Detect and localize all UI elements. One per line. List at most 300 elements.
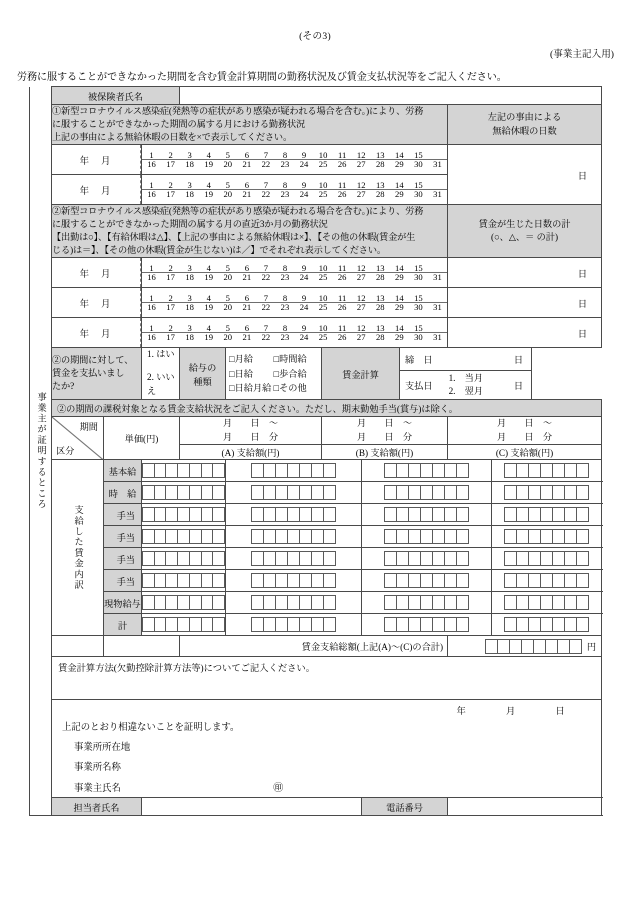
day-cell[interactable]: 16 <box>147 272 156 283</box>
digit-box[interactable] <box>323 617 336 632</box>
day-cell[interactable]: 12 <box>356 149 366 160</box>
section2-paid-days-value-2[interactable] <box>448 288 602 318</box>
amount-b-cell[interactable] <box>362 526 492 548</box>
day-cell[interactable]: 31 <box>433 302 442 313</box>
day-cell[interactable]: 9 <box>301 262 307 273</box>
payday-option-this-month[interactable]: 1. 当月 <box>448 373 484 384</box>
day-cell[interactable]: 17 <box>166 189 175 200</box>
day-cell[interactable]: 13 <box>375 149 385 160</box>
day-cell[interactable]: 20 <box>223 272 233 283</box>
amount-a-cell[interactable] <box>226 570 362 592</box>
digit-box[interactable] <box>456 573 469 588</box>
day-cell[interactable]: 8 <box>282 262 288 273</box>
day-cell[interactable]: 18 <box>185 302 194 313</box>
day-cell[interactable]: 20 <box>223 302 233 313</box>
day-cell[interactable]: 25 <box>318 272 328 283</box>
day-cell[interactable]: 6 <box>244 179 249 190</box>
day-cell[interactable]: 3 <box>187 149 192 160</box>
digit-box[interactable] <box>576 529 589 544</box>
unit-price-cell[interactable] <box>142 504 226 526</box>
amount-a-boxes[interactable] <box>226 461 361 480</box>
day-cell[interactable]: 19 <box>204 189 214 200</box>
day-cell[interactable]: 24 <box>299 272 309 283</box>
amount-a-boxes[interactable] <box>226 505 361 524</box>
day-cell[interactable]: 12 <box>356 179 366 190</box>
digit-box[interactable] <box>569 639 582 654</box>
amount-b-boxes[interactable] <box>362 615 491 634</box>
digit-box[interactable] <box>323 507 336 522</box>
unit-price-boxes[interactable] <box>142 615 225 634</box>
digit-box[interactable] <box>456 595 469 610</box>
day-cell[interactable]: 21 <box>242 189 252 200</box>
day-cell[interactable]: 7 <box>263 149 269 160</box>
day-cell[interactable]: 2 <box>168 322 173 333</box>
day-cell[interactable]: 31 <box>433 272 442 283</box>
day-cell[interactable]: 13 <box>375 262 385 273</box>
digit-box[interactable] <box>576 595 589 610</box>
day-cell[interactable]: 21 <box>242 302 252 313</box>
day-cell[interactable]: 29 <box>395 272 404 283</box>
unit-price-cell[interactable] <box>142 460 226 482</box>
day-cell[interactable]: 30 <box>414 332 423 343</box>
day-cell[interactable]: 26 <box>337 272 347 283</box>
day-cell[interactable]: 14 <box>395 149 404 160</box>
day-cell[interactable]: 1 <box>149 262 154 273</box>
day-cell[interactable]: 16 <box>147 189 156 200</box>
day-cell[interactable]: 8 <box>282 149 288 160</box>
day-cell[interactable]: 11 <box>338 262 347 273</box>
day-cell[interactable]: 16 <box>147 302 156 313</box>
day-cell[interactable]: 13 <box>375 322 385 333</box>
section2-row2-days[interactable] <box>142 288 448 318</box>
pay-question-options[interactable] <box>142 348 180 399</box>
day-cell[interactable]: 22 <box>261 159 271 170</box>
amount-c-boxes[interactable] <box>492 461 601 480</box>
day-cell[interactable]: 4 <box>206 322 211 333</box>
digit-box[interactable] <box>576 463 589 478</box>
amount-b-boxes[interactable] <box>362 593 491 612</box>
section2-row1-days[interactable] <box>142 258 448 288</box>
office-address-field[interactable] <box>52 739 601 753</box>
unit-price-boxes[interactable] <box>142 461 225 480</box>
day-cell[interactable]: 27 <box>356 302 366 313</box>
amount-b-cell[interactable] <box>362 570 492 592</box>
digit-box[interactable] <box>212 573 225 588</box>
unit-price-boxes[interactable] <box>142 549 225 568</box>
day-cell[interactable]: 28 <box>375 159 385 170</box>
day-cell[interactable]: 6 <box>244 292 249 303</box>
wage-row-label: 手当 <box>104 526 142 548</box>
day-cell[interactable]: 6 <box>244 322 249 333</box>
amount-c-boxes[interactable] <box>492 527 601 546</box>
unit-price-cell[interactable] <box>142 482 226 504</box>
section1-row2-days[interactable] <box>142 175 448 205</box>
day-cell[interactable]: 24 <box>299 159 309 170</box>
day-cell[interactable]: 3 <box>187 322 192 333</box>
amount-a-cell[interactable] <box>226 460 362 482</box>
day-cell[interactable]: 16 <box>147 159 156 170</box>
payday-option-next-month[interactable]: 2. 翌月 <box>448 385 484 396</box>
digit-box[interactable] <box>456 617 469 632</box>
day-cell[interactable]: 13 <box>375 292 385 303</box>
day-cell[interactable]: 22 <box>261 302 271 313</box>
day-cell[interactable]: 11 <box>338 179 347 190</box>
digit-box[interactable] <box>456 463 469 478</box>
day-cell[interactable]: 17 <box>166 159 175 170</box>
day-cell[interactable]: 29 <box>395 302 404 313</box>
digit-box[interactable] <box>212 529 225 544</box>
certification-date[interactable] <box>52 703 601 717</box>
amount-b-boxes[interactable] <box>362 483 491 502</box>
section2-row1-yearmonth[interactable] <box>52 258 142 288</box>
digit-box[interactable] <box>323 463 336 478</box>
day-cell[interactable]: 7 <box>263 322 269 333</box>
day-cell[interactable]: 26 <box>337 332 347 343</box>
day-cell[interactable]: 5 <box>225 322 230 333</box>
day-cell[interactable]: 14 <box>395 179 404 190</box>
day-cell[interactable]: 2 <box>168 149 173 160</box>
unit-price-cell[interactable] <box>142 526 226 548</box>
amount-b-cell[interactable] <box>362 548 492 570</box>
digit-box[interactable] <box>323 529 336 544</box>
day-grid-lower[interactable] <box>142 190 447 199</box>
day-cell[interactable]: 13 <box>375 179 385 190</box>
amount-c-cell[interactable] <box>492 526 602 548</box>
day-cell[interactable]: 30 <box>414 159 423 170</box>
pay-option-yes[interactable]: 1. はい <box>147 349 175 360</box>
amount-b-boxes[interactable] <box>362 527 491 546</box>
amount-c-boxes[interactable] <box>492 593 601 612</box>
amount-a-cell[interactable] <box>226 614 362 636</box>
amount-c-cell[interactable] <box>492 482 602 504</box>
table-row <box>30 614 602 636</box>
day-cell[interactable]: 4 <box>206 179 211 190</box>
day-cell[interactable]: 8 <box>282 322 288 333</box>
unit-price-cell[interactable] <box>142 614 226 636</box>
checkbox-commission[interactable]: □歩合給 <box>273 368 307 379</box>
unit-price-cell[interactable] <box>142 548 226 570</box>
digit-box[interactable] <box>576 551 589 566</box>
day-grid-lower[interactable] <box>142 273 447 282</box>
amount-c-boxes[interactable] <box>492 549 601 568</box>
amount-a-cell[interactable] <box>226 482 362 504</box>
day-cell[interactable]: 1 <box>149 322 154 333</box>
day-cell[interactable]: 24 <box>299 332 309 343</box>
amount-b-boxes[interactable] <box>362 571 491 590</box>
checkbox-other[interactable]: □その他 <box>273 382 307 393</box>
day-cell[interactable]: 1 <box>149 179 154 190</box>
day-cell[interactable]: 8 <box>282 179 288 190</box>
day-cell[interactable]: 8 <box>282 292 288 303</box>
digit-box[interactable] <box>456 485 469 500</box>
amount-a-cell[interactable] <box>226 526 362 548</box>
digit-box[interactable] <box>323 595 336 610</box>
day-cell[interactable]: 15 <box>414 149 423 160</box>
day-cell[interactable]: 29 <box>395 332 404 343</box>
insured-name-value[interactable] <box>180 87 602 105</box>
day-cell[interactable]: 17 <box>166 272 175 283</box>
unit-price-boxes[interactable] <box>142 571 225 590</box>
day-cell[interactable]: 19 <box>204 302 214 313</box>
payday-cell[interactable] <box>400 370 532 399</box>
day-cell[interactable]: 14 <box>395 292 404 303</box>
unit-price-cell[interactable] <box>142 592 226 614</box>
section1-row2-yearmonth[interactable] <box>52 175 142 205</box>
day-cell[interactable]: 22 <box>261 332 271 343</box>
day-cell[interactable]: 26 <box>337 159 347 170</box>
unit-price-boxes[interactable] <box>142 527 225 546</box>
amount-a-boxes[interactable] <box>226 527 361 546</box>
section2-paid-days-value-1[interactable] <box>448 258 602 288</box>
day-cell[interactable]: 25 <box>318 189 328 200</box>
day-cell[interactable]: 25 <box>318 302 328 313</box>
unit-price-boxes[interactable] <box>142 593 225 612</box>
digit-box[interactable] <box>576 617 589 632</box>
day-cell[interactable]: 10 <box>318 322 328 333</box>
amount-b-boxes[interactable] <box>362 461 491 480</box>
section1-unpaid-days-value[interactable] <box>448 145 602 205</box>
day-cell[interactable]: 21 <box>242 159 252 170</box>
digit-box[interactable] <box>212 463 225 478</box>
day-cell[interactable]: 26 <box>337 302 347 313</box>
day-cell[interactable]: 17 <box>166 302 175 313</box>
day-cell[interactable]: 16 <box>147 332 156 343</box>
amount-a-boxes[interactable] <box>226 615 361 634</box>
day-cell[interactable]: 23 <box>280 272 290 283</box>
day-cell[interactable]: 25 <box>318 159 328 170</box>
day-cell[interactable]: 6 <box>244 262 249 273</box>
digit-box[interactable] <box>323 551 336 566</box>
section2-row3-days[interactable] <box>142 318 448 348</box>
day-cell[interactable]: 11 <box>338 149 347 160</box>
total-amount-cell[interactable] <box>448 636 602 657</box>
day-cell[interactable]: 7 <box>263 292 269 303</box>
day-cell[interactable]: 24 <box>299 302 309 313</box>
checkbox-daily-monthly[interactable]: □日給月給 <box>229 382 272 393</box>
unit-price-boxes[interactable] <box>142 505 225 524</box>
digit-box[interactable] <box>576 507 589 522</box>
day-cell[interactable]: 5 <box>225 262 230 273</box>
day-cell[interactable]: 10 <box>318 179 328 190</box>
digit-box[interactable] <box>456 529 469 544</box>
amount-a-cell[interactable] <box>226 592 362 614</box>
wage-row-label: 時 給 <box>104 482 142 504</box>
amount-c-cell[interactable] <box>492 592 602 614</box>
owner-name-field[interactable] <box>52 779 601 794</box>
calc-method-cell[interactable] <box>52 657 602 700</box>
day-cell[interactable]: 21 <box>242 332 252 343</box>
amount-c-cell[interactable] <box>492 614 602 636</box>
section2-paid-days-value-3[interactable] <box>448 318 602 348</box>
amount-b-cell[interactable] <box>362 460 492 482</box>
wage-corner-period: 期間 <box>79 421 98 432</box>
day-cell[interactable]: 9 <box>301 292 307 303</box>
day-cell[interactable]: 31 <box>433 159 442 170</box>
day-cell[interactable]: 22 <box>261 189 271 200</box>
day-cell[interactable]: 5 <box>225 179 230 190</box>
amount-c-boxes[interactable] <box>492 615 601 634</box>
section1-row1-yearmonth[interactable] <box>52 145 142 175</box>
day-cell[interactable]: 28 <box>375 272 385 283</box>
day-cell[interactable]: 4 <box>206 149 211 160</box>
day-cell[interactable]: 15 <box>414 322 423 333</box>
day-cell[interactable]: 18 <box>185 189 194 200</box>
day-cell[interactable]: 26 <box>337 189 347 200</box>
digit-box[interactable] <box>323 485 336 500</box>
unit-price-cell[interactable] <box>142 570 226 592</box>
day-grid-lower[interactable] <box>142 303 447 312</box>
day-cell[interactable]: 23 <box>280 159 290 170</box>
day-cell[interactable]: 22 <box>261 272 271 283</box>
amount-c-cell[interactable] <box>492 504 602 526</box>
day-cell[interactable]: 11 <box>338 322 347 333</box>
digit-box[interactable] <box>212 617 225 632</box>
day-cell[interactable]: 5 <box>225 292 230 303</box>
digit-box[interactable] <box>456 551 469 566</box>
amount-a-boxes[interactable] <box>226 593 361 612</box>
wage-note: ②の期間の課税対象となる賃金支給状況をご記入ください。ただし、期末勤勉手当(賞与)は除く。 <box>52 399 602 416</box>
digit-box[interactable] <box>212 595 225 610</box>
day-cell[interactable]: 9 <box>301 322 307 333</box>
day-cell[interactable]: 30 <box>414 272 423 283</box>
day-cell[interactable]: 15 <box>414 262 423 273</box>
day-cell[interactable]: 20 <box>223 189 233 200</box>
amount-b-boxes[interactable] <box>362 505 491 524</box>
day-cell[interactable]: 3 <box>187 262 192 273</box>
digit-box[interactable] <box>323 573 336 588</box>
office-address-label: 事業所所在地 <box>74 743 131 754</box>
day-cell[interactable]: 19 <box>204 332 214 343</box>
day-cell[interactable]: 18 <box>185 159 194 170</box>
checkbox-monthly[interactable]: □月給 <box>229 354 253 365</box>
digit-box[interactable] <box>212 507 225 522</box>
amount-c-boxes[interactable] <box>492 483 601 502</box>
checkbox-hourly[interactable]: □時間給 <box>273 354 307 365</box>
day-cell[interactable]: 27 <box>356 272 366 283</box>
day-cell[interactable]: 24 <box>299 189 309 200</box>
day-cell[interactable]: 21 <box>242 272 252 283</box>
day-cell[interactable]: 23 <box>280 332 290 343</box>
day-cell[interactable]: 20 <box>223 332 233 343</box>
day-cell[interactable]: 14 <box>395 322 404 333</box>
day-cell[interactable]: 3 <box>187 292 192 303</box>
office-name-field[interactable] <box>52 759 601 773</box>
amount-a-boxes[interactable] <box>226 571 361 590</box>
day-cell[interactable]: 11 <box>338 292 347 303</box>
amount-c-cell[interactable] <box>492 460 602 482</box>
day-cell[interactable]: 29 <box>395 189 404 200</box>
day-cell[interactable]: 18 <box>185 272 194 283</box>
day-cell[interactable]: 27 <box>356 189 366 200</box>
day-cell[interactable]: 31 <box>433 189 442 200</box>
day-cell[interactable]: 18 <box>185 332 194 343</box>
day-cell[interactable]: 2 <box>168 292 173 303</box>
day-cell[interactable]: 25 <box>318 332 328 343</box>
amount-c-boxes[interactable] <box>492 505 601 524</box>
day-cell[interactable]: 29 <box>395 159 404 170</box>
day-cell[interactable]: 9 <box>301 179 307 190</box>
amount-b-boxes[interactable] <box>362 549 491 568</box>
amount-c-boxes[interactable] <box>492 571 601 590</box>
day-cell[interactable]: 15 <box>414 179 423 190</box>
day-cell[interactable]: 28 <box>375 189 385 200</box>
closing-day-unit: 日 <box>513 355 524 366</box>
day-cell[interactable]: 23 <box>280 302 290 313</box>
day-cell[interactable]: 17 <box>166 332 175 343</box>
day-cell[interactable]: 1 <box>149 292 154 303</box>
day-cell[interactable]: 12 <box>356 322 366 333</box>
checkbox-daily[interactable]: □日給 <box>229 368 253 379</box>
amount-b-cell[interactable] <box>362 504 492 526</box>
day-cell[interactable]: 20 <box>223 159 233 170</box>
section2-row3-yearmonth[interactable] <box>52 318 142 348</box>
digit-box[interactable] <box>576 573 589 588</box>
amount-b-cell[interactable] <box>362 482 492 504</box>
amount-c-cell[interactable] <box>492 548 602 570</box>
day-cell[interactable]: 12 <box>356 262 366 273</box>
day-cell[interactable]: 7 <box>263 262 269 273</box>
day-cell[interactable]: 14 <box>395 262 404 273</box>
day-cell[interactable]: 28 <box>375 332 385 343</box>
amount-c-cell[interactable] <box>492 570 602 592</box>
day-cell[interactable]: 19 <box>204 272 214 283</box>
day-cell[interactable]: 12 <box>356 292 366 303</box>
day-cell[interactable]: 10 <box>318 149 328 160</box>
day-cell[interactable]: 27 <box>356 332 366 343</box>
day-cell[interactable]: 23 <box>280 189 290 200</box>
day-cell[interactable]: 10 <box>318 262 328 273</box>
day-cell[interactable]: 2 <box>168 262 173 273</box>
day-cell[interactable]: 7 <box>263 179 269 190</box>
day-cell[interactable]: 19 <box>204 159 214 170</box>
amount-b-cell[interactable] <box>362 614 492 636</box>
day-cell[interactable]: 4 <box>206 262 211 273</box>
unit-price-boxes[interactable] <box>142 483 225 502</box>
section2-row2-yearmonth[interactable] <box>52 288 142 318</box>
salary-kind-checkboxes[interactable] <box>226 348 322 399</box>
day-cell[interactable]: 30 <box>414 302 423 313</box>
day-cell[interactable]: 6 <box>244 149 249 160</box>
amount-a-boxes[interactable] <box>226 483 361 502</box>
day-cell[interactable]: 27 <box>356 159 366 170</box>
day-cell[interactable]: 9 <box>301 149 307 160</box>
day-cell[interactable]: 5 <box>225 149 230 160</box>
day-cell[interactable]: 3 <box>187 179 192 190</box>
day-cell[interactable]: 15 <box>414 292 423 303</box>
day-cell[interactable]: 31 <box>433 332 442 343</box>
day-cell[interactable]: 10 <box>318 292 328 303</box>
day-cell[interactable]: 1 <box>149 149 154 160</box>
total-amount-boxes[interactable] <box>485 637 582 656</box>
day-grid-lower[interactable] <box>142 333 447 342</box>
day-cell[interactable]: 2 <box>168 179 173 190</box>
amount-a-boxes[interactable] <box>226 549 361 568</box>
digit-box[interactable] <box>456 507 469 522</box>
day-cell[interactable]: 30 <box>414 189 423 200</box>
amount-a-cell[interactable] <box>226 548 362 570</box>
amount-b-cell[interactable] <box>362 592 492 614</box>
section1-row1-days[interactable] <box>142 145 448 175</box>
pay-option-no[interactable]: 2. いいえ <box>147 372 175 397</box>
day-cell[interactable]: 4 <box>206 292 211 303</box>
digit-box[interactable] <box>576 485 589 500</box>
digit-box[interactable] <box>212 551 225 566</box>
digit-box[interactable] <box>212 485 225 500</box>
day-cell[interactable]: 28 <box>375 302 385 313</box>
amount-a-cell[interactable] <box>226 504 362 526</box>
day-grid-lower[interactable] <box>142 160 447 169</box>
closing-day-cell[interactable] <box>400 348 532 370</box>
